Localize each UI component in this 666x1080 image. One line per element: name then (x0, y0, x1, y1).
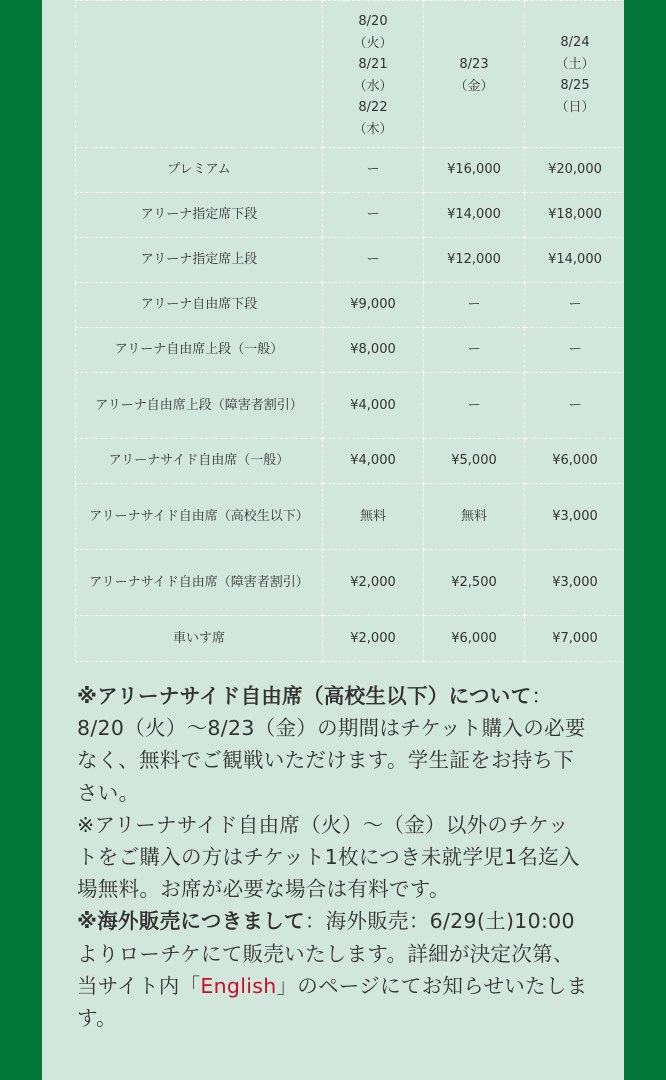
price-cell: ¥6,000 (424, 616, 525, 662)
table-row (76, 616, 625, 662)
seat-name: アリーナ自由席上段（一般） (76, 328, 323, 373)
price-cell: ¥18,000 (525, 193, 625, 238)
price-cell: ¥2,000 (323, 550, 424, 616)
price-cell: ¥12,000 (424, 238, 525, 283)
note-high-school (77, 680, 589, 809)
header-date-col2: 8/23 （金） (424, 1, 525, 148)
price-cell: ー (424, 328, 525, 373)
table-row (76, 238, 625, 283)
price-cell: 無料 (424, 484, 525, 550)
note-high-school-text: ：8/20（火）〜8/23（金）の期間はチケット購入の必要なく、無料でご観戦いただけます。学生証をお持ち下さい。 (77, 684, 586, 805)
table-row (76, 193, 625, 238)
seat-name: アリーナ自由席下段 (76, 283, 323, 328)
price-cell: ー (525, 283, 625, 328)
table-row (76, 484, 625, 550)
price-cell: ¥14,000 (424, 193, 525, 238)
header-date-col3: 8/24 （土） 8/25 （日） (525, 1, 625, 148)
header-date-col1: 8/20 （火） 8/21 （水） 8/22 （木） (323, 1, 424, 148)
price-cell: ¥3,000 (525, 550, 625, 616)
table-row (76, 373, 625, 439)
price-cell: ー (323, 238, 424, 283)
price-cell: ¥20,000 (525, 148, 625, 193)
price-table (75, 0, 624, 662)
seat-name: アリーナ指定席上段 (76, 238, 323, 283)
table-row (76, 439, 625, 484)
price-cell: ¥4,000 (323, 373, 424, 439)
table-row (76, 148, 625, 193)
price-cell: ¥14,000 (525, 238, 625, 283)
note-overseas (77, 905, 589, 1034)
price-cell: ー (424, 373, 525, 439)
seat-name: アリーナサイド自由席（高校生以下） (76, 484, 323, 550)
table-row (76, 328, 625, 373)
price-cell: ¥4,000 (323, 439, 424, 484)
note-overseas-tail: 」のページにてお知らせいたします。 (77, 973, 588, 1031)
table-row (76, 550, 625, 616)
english-page-link[interactable]: English (200, 973, 277, 998)
price-cell: ¥6,000 (525, 439, 625, 484)
price-cell: 無料 (323, 484, 424, 550)
price-cell: ¥16,000 (424, 148, 525, 193)
price-cell: ¥2,500 (424, 550, 525, 616)
table-header-row (76, 1, 625, 148)
notes-section (77, 680, 589, 1034)
price-cell: ¥3,000 (525, 484, 625, 550)
note-overseas-text: ：海外販売：6/29(土)10:00よりローチケにて販売いたします。詳細が決定次第、当サイト内「 (77, 909, 575, 998)
price-cell: ¥8,000 (323, 328, 424, 373)
price-cell: ー (323, 193, 424, 238)
price-cell: ー (424, 283, 525, 328)
seat-name: 車いす席 (76, 616, 323, 662)
seat-name: アリーナ指定席下段 (76, 193, 323, 238)
seat-name: アリーナサイド自由席（障害者割引） (76, 550, 323, 616)
price-cell: ー (525, 328, 625, 373)
note-high-school-heading: ※アリーナサイド自由席（高校生以下）について (77, 684, 532, 708)
price-cell: ¥9,000 (323, 283, 424, 328)
price-cell: ¥7,000 (525, 616, 625, 662)
header-seat-cell (76, 1, 323, 148)
price-cell: ー (323, 148, 424, 193)
seat-name: プレミアム (76, 148, 323, 193)
seat-name: アリーナサイド自由席（一般） (76, 439, 323, 484)
note-preschool: ※アリーナサイド自由席（火）〜（金）以外のチケットをご購入の方はチケット1枚につき未就学児1名迄入場無料。お席が必要な場合は有料です。 (77, 812, 580, 902)
table-row (76, 283, 625, 328)
price-cell: ー (525, 373, 625, 439)
seat-name: アリーナ自由席上段（障害者割引） (76, 373, 323, 439)
note-overseas-heading: ※海外販売につきまして (77, 909, 305, 934)
content-panel (42, 0, 624, 1080)
price-cell: ¥5,000 (424, 439, 525, 484)
price-cell: ¥2,000 (323, 616, 424, 662)
